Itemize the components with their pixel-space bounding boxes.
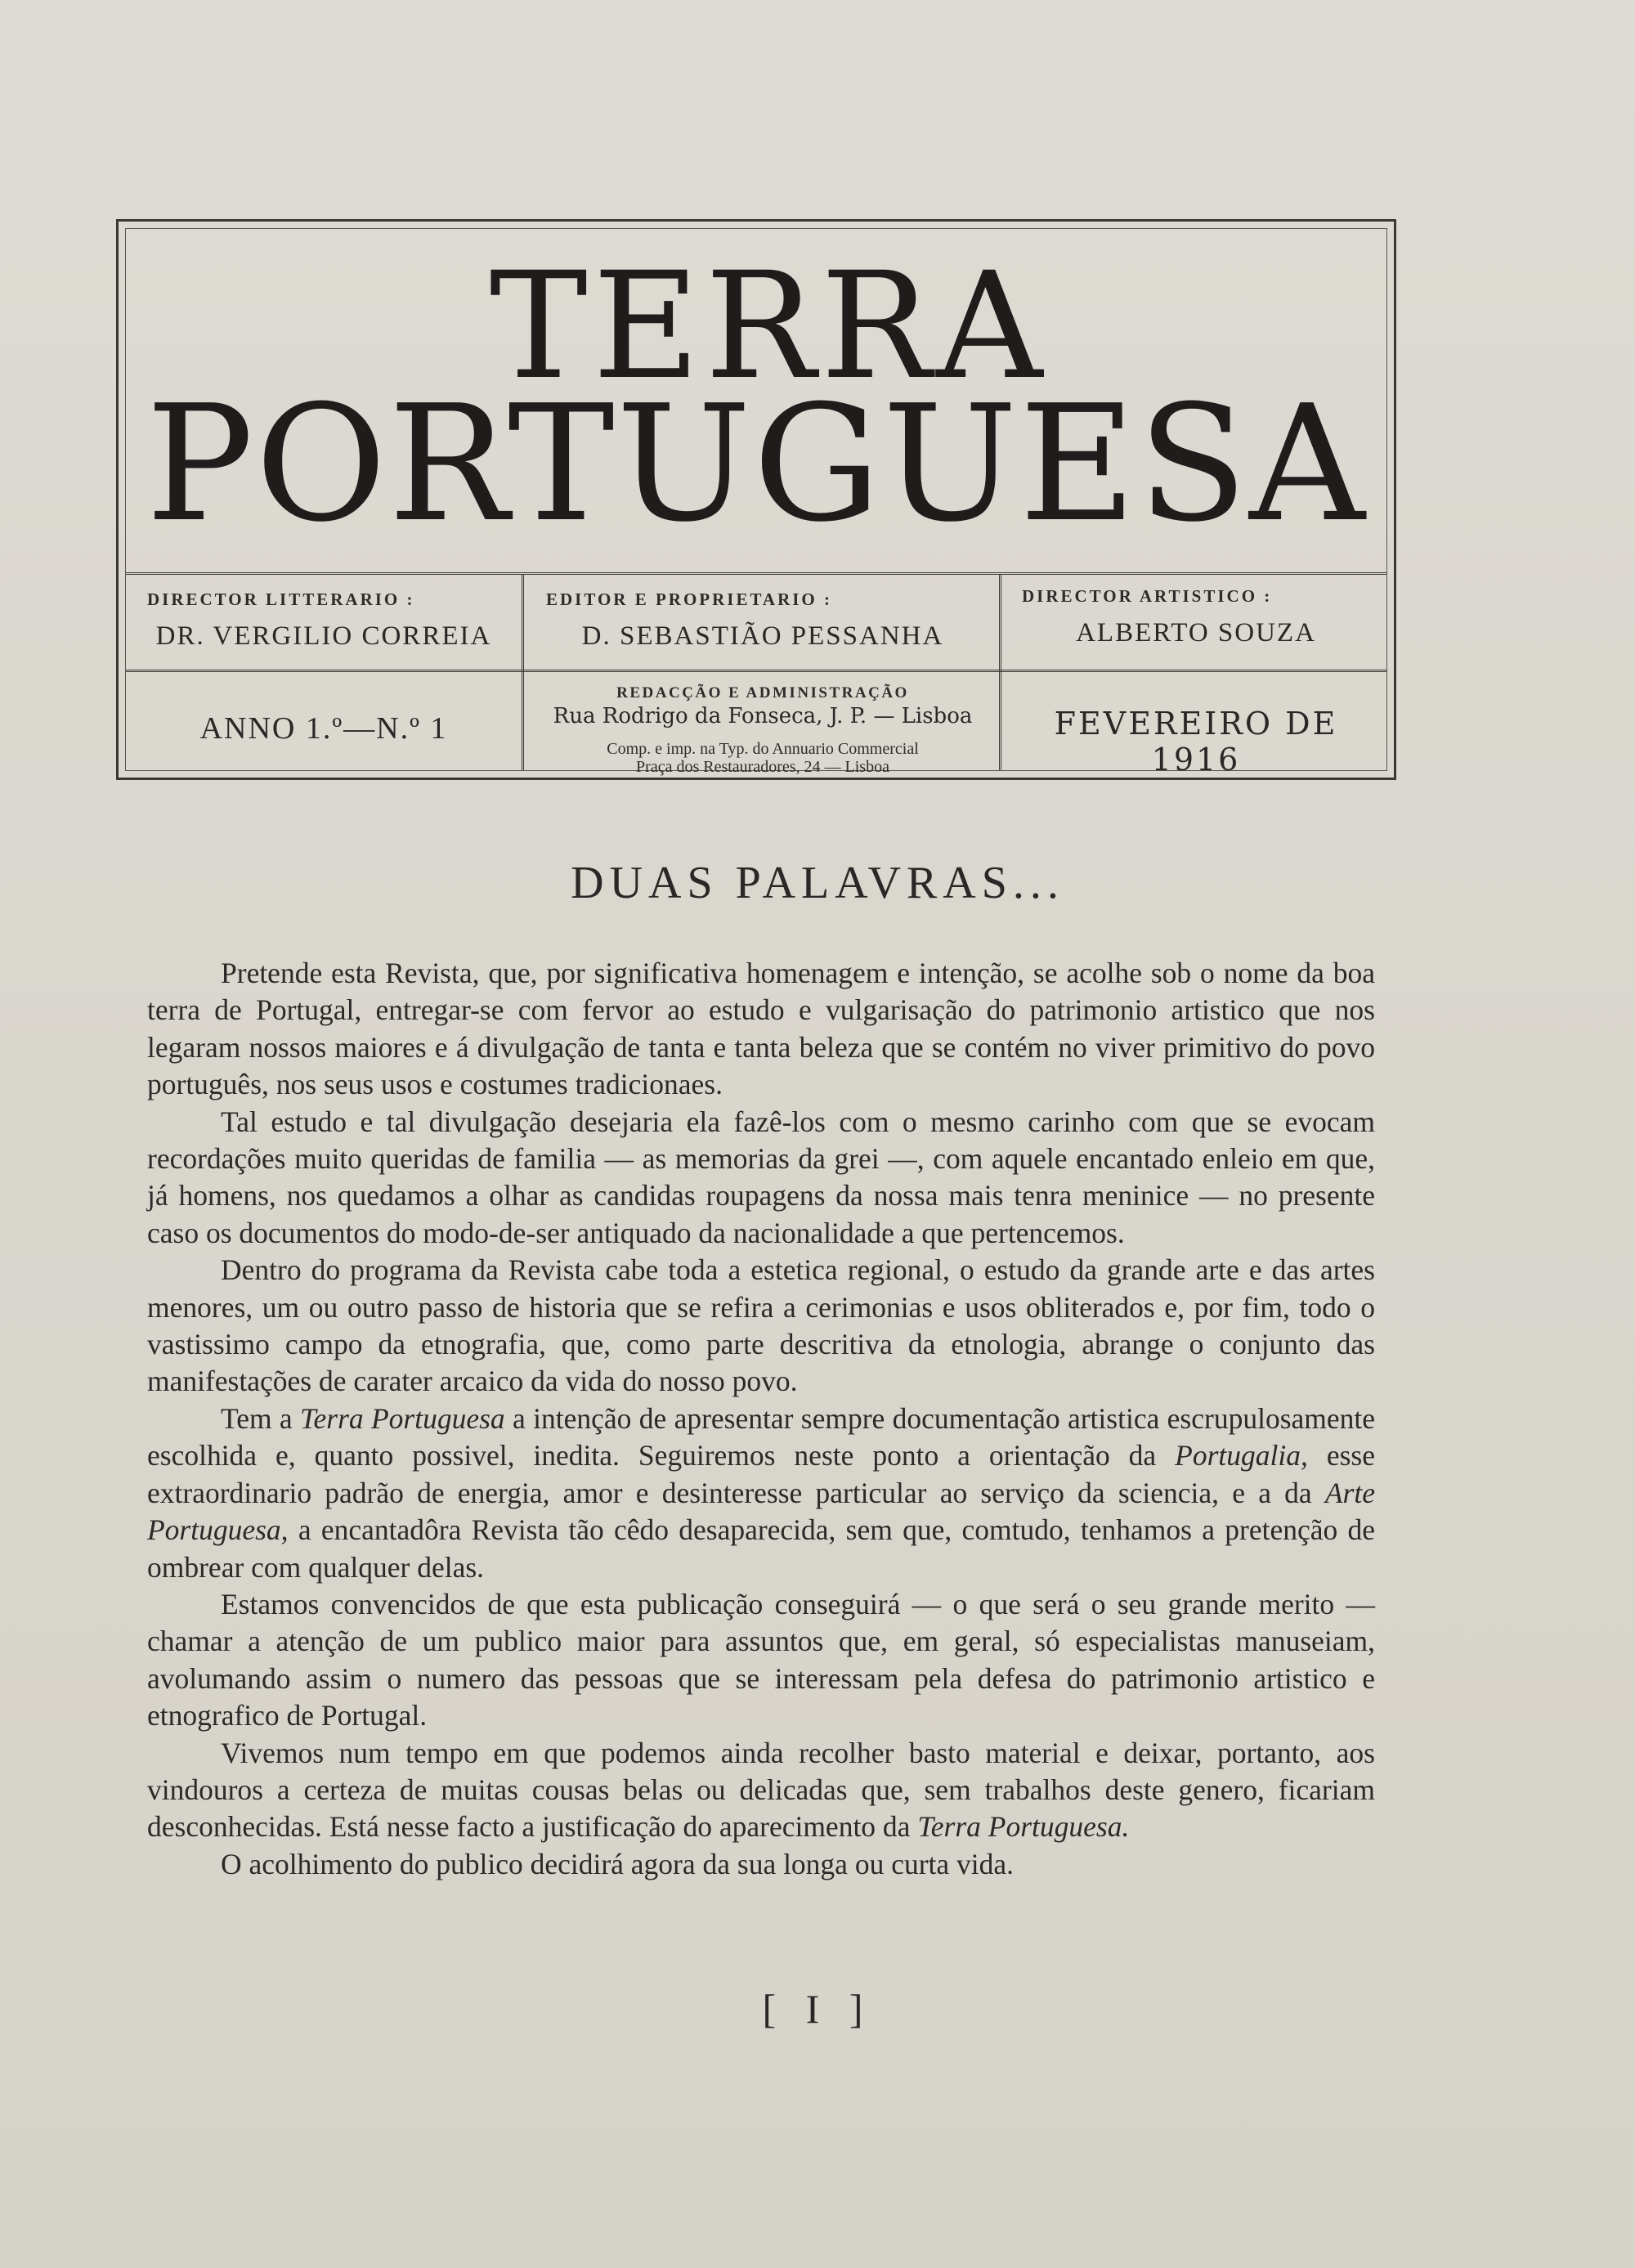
grid-divider xyxy=(126,670,1386,672)
italic-title: Portugalia, xyxy=(1175,1439,1308,1472)
text-run: Tem a xyxy=(221,1401,301,1435)
paragraph: Tal estudo e tal divulgação desejaria ela fazê-los com o mesmo carinho com que se evocam recordações muito queridas de familia — as memorias da grei —, com aquele encantado enleio em que, já homens, nos quedamos a olhar as candidas roupagens da nossa mais tenra meninice — no presente caso os documentos do modo-de-ser antiquado da nacionalidade a que pertencemos. xyxy=(147,1105,1375,1249)
title-terra: TERRA xyxy=(489,241,1048,412)
director-litterario-label: DIRECTOR LITTERARIO : xyxy=(147,589,415,609)
text-run: esse extraordinario padrão de energia, amor e desinteresse particular ao serviço da sciencia, e a da xyxy=(147,1439,1375,1509)
paragraph: Estamos convencidos de que esta publicação conseguirá — o que será o seu grande merito — chamar a atenção de um publico maior para assuntos que, em geral, só especialistas manuseiam, avolumando assim o numero das pessoas que se interessam pela defesa do patrimonio artistico e etnografico de Portugal. xyxy=(147,1587,1375,1732)
italic-title: Arte Portuguesa, xyxy=(147,1476,1375,1547)
director-artistico-label: DIRECTOR ARTISTICO : xyxy=(1022,586,1273,606)
editor-label: EDITOR E PROPRIETARIO : xyxy=(546,589,833,609)
anno-number: ANNO 1.º—N.º 1 xyxy=(199,711,448,746)
director-litterario-cell xyxy=(126,589,522,652)
page-number: [ I ] xyxy=(762,1986,873,2032)
text-run: a intenção de apresentar sempre documentação artistica escrupulosamente escolhida e, quanto possivel, inedita. Seguiremos neste ponto a orientação da xyxy=(147,1401,1375,1472)
paragraph xyxy=(147,1401,1375,1586)
issue-date: FEVEREIRO DE 1916 xyxy=(1054,706,1338,778)
editor-cell xyxy=(526,589,999,652)
grid-divider xyxy=(999,575,1001,770)
article-body xyxy=(147,955,1375,1883)
grid-divider xyxy=(522,575,524,770)
paragraph: Pretende esta Revista, que, por significativa homenagem e intenção, se acolhe sob o nome da boa terra de Portugal, entregar-se com fervor ao estudo e vulgarisação do patrimonio artistico que nos legaram nossos maiores e á divulgação de tanta e tanta beleza que se contém no viver primitivo do povo português, nos seus usos e costumes tradicionaes. xyxy=(147,957,1375,1101)
redaccao-address: Rua Rodrigo da Fonseca, J. P. — Lisboa xyxy=(553,704,973,728)
redaccao-cell xyxy=(526,684,999,776)
paragraph xyxy=(147,1735,1375,1846)
title-portuguesa: PORTUGUESA xyxy=(146,371,1367,558)
italic-title: Terra Portuguesa xyxy=(300,1401,505,1435)
director-artistico-cell xyxy=(1004,586,1388,648)
masthead-info-grid xyxy=(126,572,1386,778)
masthead-frame xyxy=(125,228,1387,778)
redaccao-label: REDACÇÃO E ADMINISTRAÇÃO xyxy=(616,684,909,701)
text-run: a encantadôra Revista tão cêdo desaparecida, sem que, comtudo, tenhamos a pretenção de ombrear com qualquer delas. xyxy=(147,1513,1375,1584)
date-cell xyxy=(1004,706,1388,778)
print-line-2: Praça dos Restauradores, 24 — Lisboa xyxy=(636,758,889,776)
paragraph: Dentro do programa da Revista cabe toda a estetica regional, o estudo da grande arte e das artes menores, um ou outro passo de historia que se refira a cerimonias e usos obliterados e, por fim, todo o vastissimo campo da etnografia, que, como parte descritiva da etnologia, abrange o conjunto das manifestações de carater arcaico da vida do nosso povo. xyxy=(147,1253,1375,1398)
director-litterario-name: DR. VERGILIO CORREIA xyxy=(155,621,492,651)
italic-title: Terra Portuguesa. xyxy=(917,1810,1130,1844)
paragraph: O acolhimento do publico decidirá agora da sua longa ou curta vida. xyxy=(221,1847,1015,1880)
anno-cell xyxy=(126,710,522,746)
editor-name: D. SEBASTIÃO PESSANHA xyxy=(581,621,944,651)
text-run: Vivemos num tempo em que podemos ainda recolher basto material e deixar, portanto, aos vindouros a certeza de muitas cousas belas ou delicadas que, sem trabalhos deste genero, ficariam desconhecidas. Está nesse facto a justificação do aparecimento da xyxy=(147,1736,1375,1844)
print-line-1: Comp. e imp. na Typ. do Annuario Commercial xyxy=(607,740,919,758)
director-artistico-name: ALBERTO SOUZA xyxy=(1076,618,1316,648)
article-title: DUAS PALAVRAS... xyxy=(571,858,1064,908)
masthead xyxy=(116,219,1396,780)
